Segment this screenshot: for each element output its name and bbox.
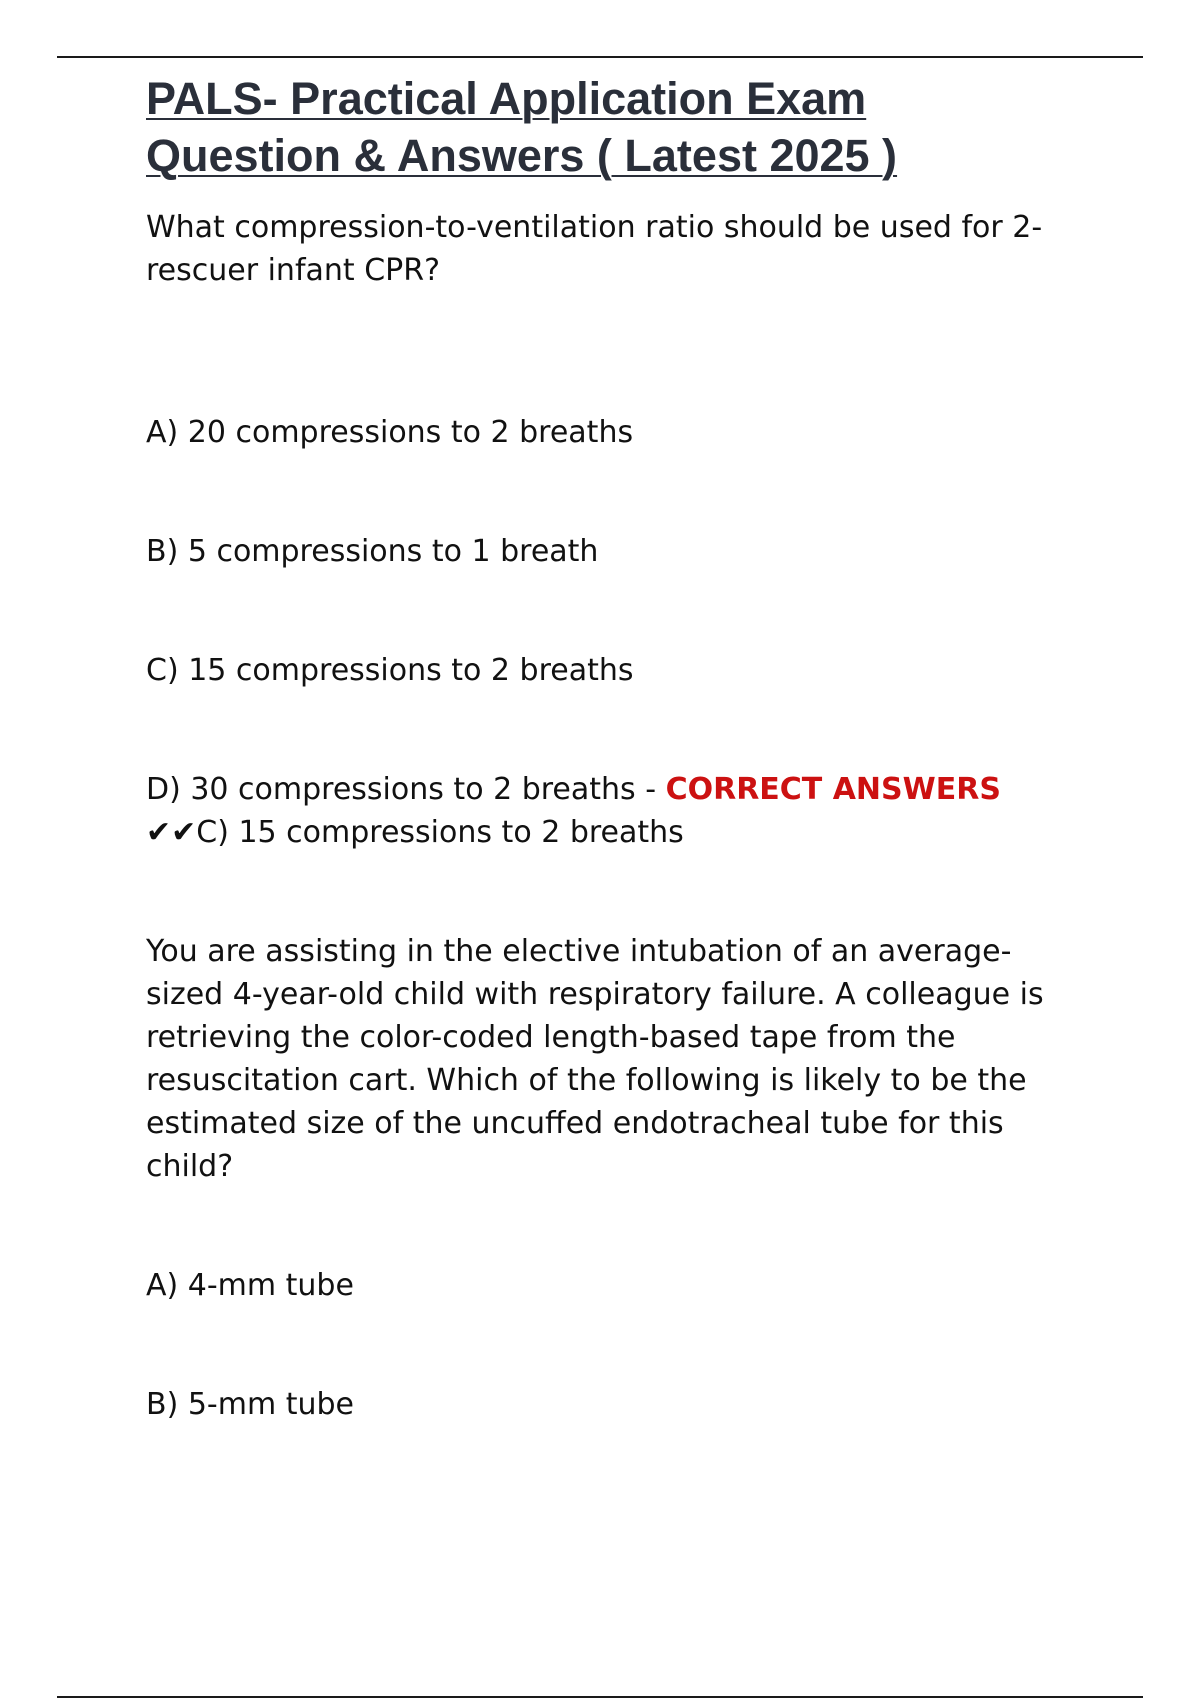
- question-1-option-a: A) 20 compressions to 2 breaths: [146, 415, 634, 450]
- question-2-text: You are assisting in the elective intubation of an average-sized 4-year-old child with respiratory failure. A colleague is retrieving the color-coded length-based tape from the resuscitation cart. Which of the following is likely to be the estimated size of the uncuffed endotracheal tube for this child?: [146, 934, 1044, 1184]
- top-rule: [57, 56, 1143, 58]
- question-1-option-d-text: D) 30 compressions to 2 breaths -: [146, 772, 666, 807]
- question-2-option-a: A) 4-mm tube: [146, 1268, 354, 1303]
- double-check-icon: ✔✔: [146, 815, 197, 850]
- question-2-option-b: B) 5-mm tube: [146, 1387, 354, 1422]
- bottom-rule: [57, 1696, 1143, 1698]
- correct-answers-label: CORRECT ANSWERS: [665, 772, 1001, 807]
- question-1-text: What compression-to-ventilation ratio should be used for 2-rescuer infant CPR?: [146, 210, 1043, 288]
- document-title: [146, 70, 1086, 184]
- title-line-1: PALS- Practical Application Exam: [146, 73, 867, 124]
- question-1-answer: C) 15 compressions to 2 breaths: [196, 815, 684, 850]
- question-1-option-d: [146, 768, 1086, 854]
- document-body: [146, 70, 1086, 1426]
- question-1-option-b: B) 5 compressions to 1 breath: [146, 534, 599, 569]
- question-1-option-c: C) 15 compressions to 2 breaths: [146, 653, 634, 688]
- title-line-2: Question & Answers ( Latest 2025 ): [146, 130, 898, 181]
